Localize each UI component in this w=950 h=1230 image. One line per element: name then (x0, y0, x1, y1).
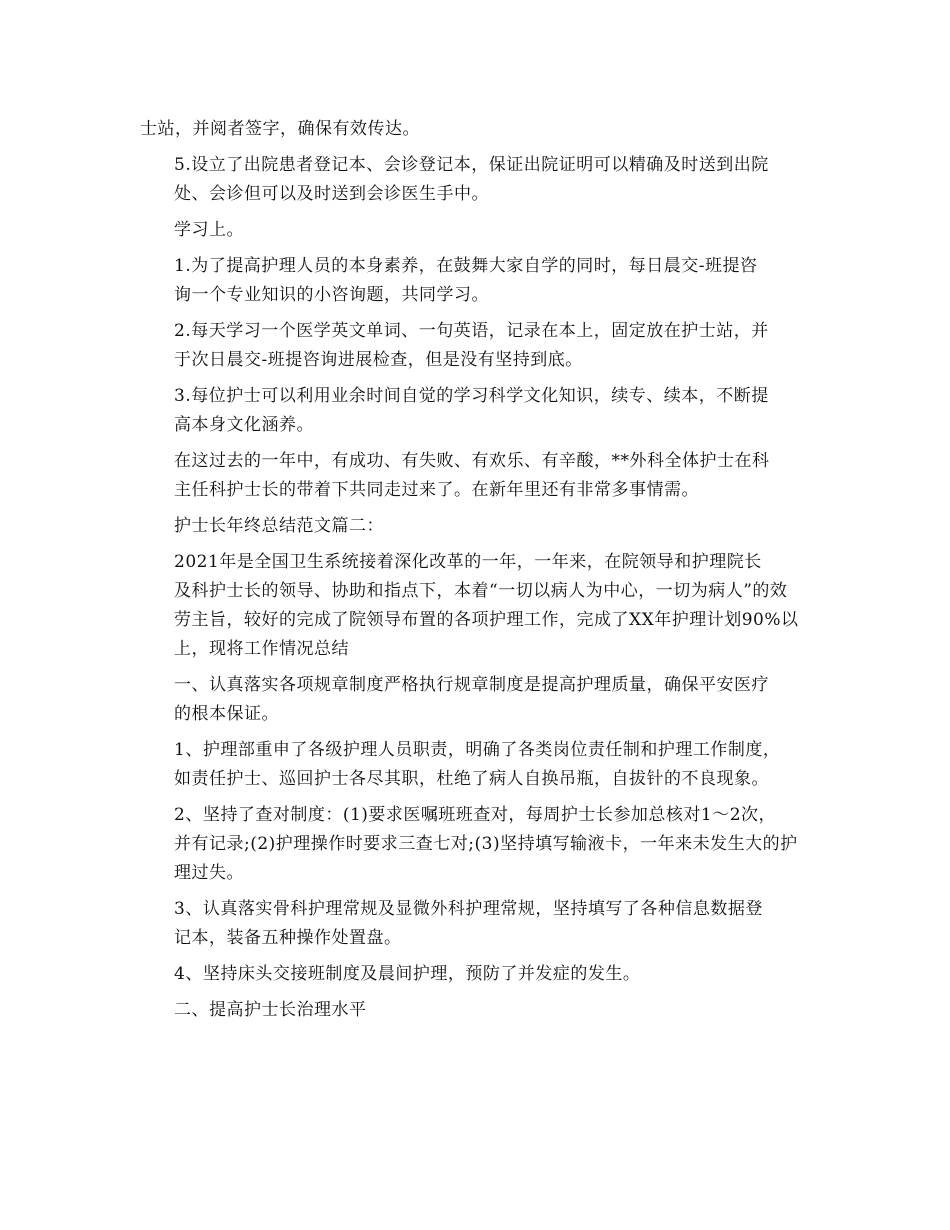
text-line: 1.为了提高护理人员的本身素养，在鼓舞大家自学的同时，每日晨交-班提咨 (174, 256, 758, 276)
text-line: 劳主旨，较好的完成了院领导布置的各项护理工作，完成了XX年护理计划90%以 (174, 610, 799, 630)
paragraph-p10 (140, 736, 812, 794)
paragraph-p6 (140, 447, 812, 505)
text-line: 并有记录;(2)护理操作时要求三查七对;(3)坚持填写输液卡，一年来未发生大的护 (174, 834, 798, 854)
paragraph-p2 (140, 216, 812, 245)
text-line: 1、护理部重申了各级护理人员职责，明确了各类岗位责任制和护理工作制度， (174, 740, 781, 760)
paragraph-p1 (140, 151, 812, 209)
text-line: 学习上。 (174, 220, 244, 240)
text-line: 如责任护士、巡回护士各尽其职，杜绝了病人自换吊瓶，自拔针的不良现象。 (174, 769, 769, 789)
paragraph-p9 (140, 671, 812, 729)
text-line: 二、提高护士长治理水平 (174, 1000, 367, 1020)
text-line: 3.每位护士可以利用业余时间自觉的学习科学文化知识，续专、续本，不断提 (174, 386, 769, 406)
paragraph-p4 (140, 317, 812, 375)
text-line: 高本身文化涵养。 (174, 415, 314, 435)
text-line: 上，现将工作情况总结 (174, 639, 349, 659)
text-line: 理过失。 (174, 863, 244, 883)
text-line: 的根本保证。 (174, 704, 279, 724)
paragraph-p5 (140, 382, 812, 440)
text-line: 2021年是全国卫生系统接着深化改革的一年，一年来，在院领导和护理院长 (174, 552, 762, 572)
text-line: 2、坚持了查对制度：(1)要求医嘱班班查对，每周护士长参加总核对1～2次， (174, 805, 777, 825)
text-line: 5.设立了出院患者登记本、会诊登记本，保证出院证明可以精确及时送到出院 (174, 155, 769, 175)
paragraph-p0 (140, 115, 812, 144)
text-line: 一、认真落实各项规章制度严格执行规章制度是提高护理质量，确保平安医疗 (174, 675, 769, 695)
text-line: 在这过去的一年中，有成功、有失败、有欢乐、有辛酸，**外科全体护士在科 (174, 451, 770, 471)
text-line: 记本，装备五种操作处置盘。 (174, 928, 402, 948)
text-line: 主任科护士长的带着下共同走过来了。在新年里还有非常多事情需。 (174, 480, 699, 500)
text-line: 士站，并阅者签字，确保有效传达。 (140, 119, 420, 139)
document-body (140, 115, 812, 1032)
text-line: 及科护士长的领导、协助和指点下，本着“一切以病人为中心，一切为病人”的效 (174, 581, 788, 601)
paragraph-p12 (140, 895, 812, 953)
text-line: 于次日晨交-班提咨询进展检查，但是没有坚持到底。 (174, 350, 583, 370)
text-line: 处、会诊但可以及时送到会诊医生手中。 (174, 184, 489, 204)
paragraph-p11 (140, 801, 812, 888)
text-line: 3、认真落实骨科护理常规及显微外科护理常规，坚持填写了各种信息数据登 (174, 899, 763, 919)
text-line: 4、坚持床头交接班制度及晨间护理，预防了并发症的发生。 (174, 964, 641, 984)
paragraph-p8 (140, 548, 812, 664)
paragraph-p13 (140, 960, 812, 989)
text-line: 护士长年终总结范文篇二： (174, 516, 384, 536)
text-line: 询一个专业知识的小咨询题，共同学习。 (174, 285, 489, 305)
paragraph-p7 (140, 512, 812, 541)
paragraph-p14 (140, 996, 812, 1025)
paragraph-p3 (140, 252, 812, 310)
text-line: 2.每天学习一个医学英文单词、一句英语，记录在本上，固定放在护士站，并 (174, 321, 769, 341)
